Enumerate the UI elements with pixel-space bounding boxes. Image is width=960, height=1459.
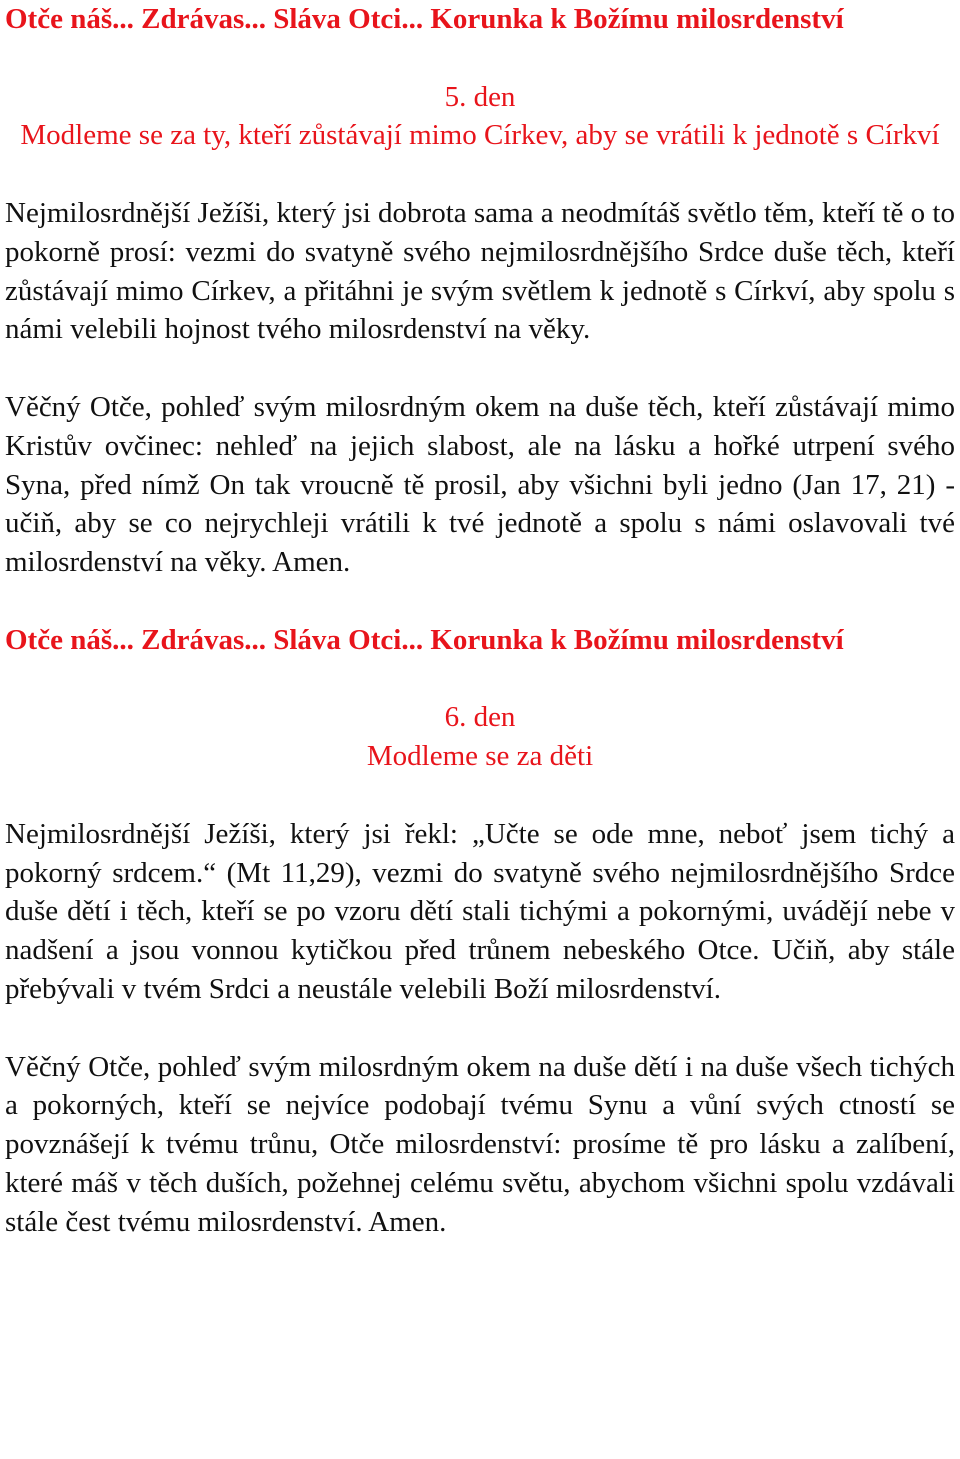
spacer	[5, 660, 955, 699]
spacer	[5, 349, 955, 388]
day-number: 6. den	[444, 701, 516, 734]
day-heading	[5, 698, 955, 776]
day-heading	[5, 78, 955, 156]
day-intention: Modleme se za děti	[366, 740, 594, 773]
day-number: 5. den	[444, 80, 516, 113]
spacer	[5, 582, 955, 621]
spacer	[5, 776, 955, 815]
prayer-sequence-heading: Otče náš... Zdrávas... Sláva Otci... Korunka k Božímu milosrdenství	[5, 623, 844, 656]
prayer-sequence-heading: Otče náš... Zdrávas... Sláva Otci... Korunka k Božímu milosrdenství	[5, 3, 844, 35]
prayer-paragraph: Věčný Otče, pohleď svým milosrdným okem na duše dětí i na duše všech tichých a pokorných, kteří se nejvíce podobají tvému Synu a vůní svých ctností se povznášejí k tvému trůnu, Otče milosrdenství: prosíme tě pro lásku a zalíbení, které máš v těch duších, požehnej celému světu, abychom všichni spolu vzdávali stále čest tvému milosrdenství. Amen.	[5, 1050, 955, 1238]
prayer-paragraph: Věčný Otče, pohleď svým milosrdným okem na duše těch, kteří zůstávají mimo Kristův ovčinec: nehleď na jejich slabost, ale na lásku a hořké utrpení svého Syna, před nímž On tak vroucně tě prosil, aby všichni byli jedno (Jan 17, 21) - učiň, aby se co nejrychleji vrátili k tvé jednotě a spolu s námi oslavovali tvé milosrdenství na věky. Amen.	[5, 390, 955, 579]
day-intention: Modleme se za ty, kteří zůstávají mimo Církev, aby se vrátili k jednotě s Církví	[20, 119, 940, 152]
spacer	[5, 1009, 955, 1048]
prayer-paragraph: Nejmilosrdnější Ježíši, který jsi řekl: „Učte se ode mne, neboť jsem tichý a pokorný srdcem.“ (Mt 11,29), vezmi do svatyně svého nejmilosrdnějšího Srdce duše dětí i těch, kteří se po vzoru dětí stali tichými a pokornými, uvádějí nebe v nadšení a jsou vonnou kytičkou před trůnem nebeského Otce. Učiň, aby stále přebývali v tvém Srdci a neustále velebili Boží milosrdenství.	[5, 817, 955, 1005]
spacer	[5, 39, 955, 78]
prayer-paragraph: Nejmilosrdnější Ježíši, který jsi dobrota sama a neodmítáš světlo těm, kteří tě o to pokorně prosí: vezmi do svatyně svého nejmilosrdnějšího Srdce duše těch, kteří zůstávají mimo Církev, a přitáhni je svým světlem k jednotě s Církví, aby spolu s námi velebili hojnost tvého milosrdenství na věky.	[5, 196, 955, 346]
spacer	[5, 155, 955, 194]
